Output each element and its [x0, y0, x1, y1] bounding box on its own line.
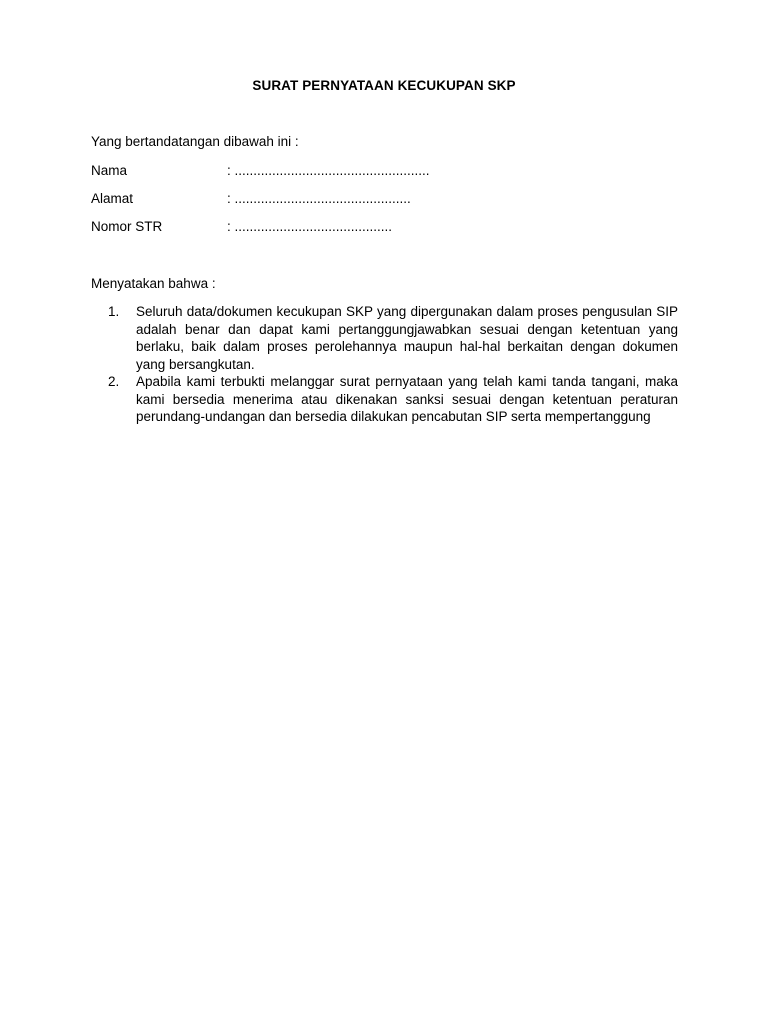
field-value-alamat: : ............................................... — [227, 191, 411, 206]
document-title: SURAT PERNYATAAN KECUKUPAN SKP — [252, 78, 516, 93]
field-label-nomor-str: Nomor STR — [91, 219, 163, 234]
statement-number-1: 1. — [108, 304, 120, 319]
field-row-nomor-str — [91, 219, 392, 234]
statement-text-1: Seluruh data/dokumen kecukupan SKP yang dipergunakan dalam proses pengusulan SIP adalah benar dan dapat kami pertanggungjawabkan sesuai dengan ketentuan yang berlaku, baik dalam proses perolehannya maupun hal-hal berkaitan dengan dokumen yang bersangkutan. — [136, 304, 678, 372]
statement-number-2: 2. — [108, 374, 120, 389]
field-label-alamat: Alamat — [91, 191, 134, 206]
field-value-nomor-str: : .......................................... — [227, 219, 393, 234]
statement-item-1 — [108, 303, 678, 373]
statement-text-2: Apabila kami terbukti melanggar surat pernyataan yang telah kami tanda tangani, maka kami bersedia menerima atau dikenakan sanksi sesuai dengan ketentuan peraturan perundang-undangan dan bersedia dilakukan pencabutan SIP serta mempertanggung — [136, 374, 678, 424]
statement-list — [108, 303, 678, 426]
field-value-nama: : .................................................... — [227, 163, 430, 178]
statement-item-2 — [108, 373, 678, 426]
field-row-nama — [91, 163, 430, 178]
field-row-alamat — [91, 191, 411, 206]
field-label-nama: Nama — [91, 163, 128, 178]
intro-text: Yang bertandatangan dibawah ini : — [91, 134, 299, 149]
statement-heading: Menyatakan bahwa : — [91, 276, 216, 291]
